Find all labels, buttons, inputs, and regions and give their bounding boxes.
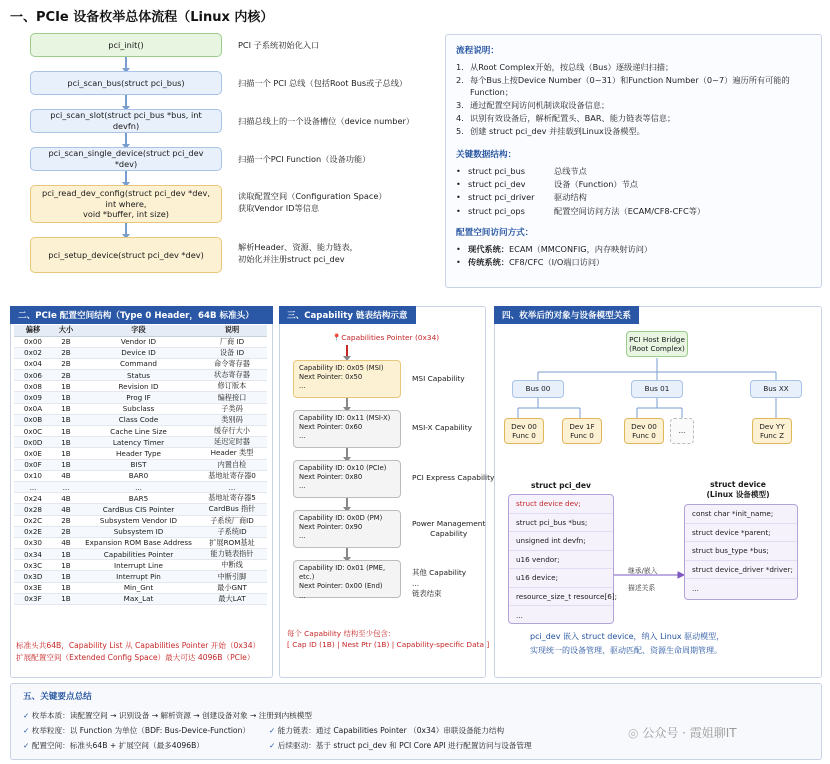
flow-step-4 [30, 147, 222, 171]
summary-item: ✓ 枚举粒度：以 Function 为单位（BDF: Bus-Device-Function） [23, 726, 250, 735]
table-cell: ... [80, 481, 197, 492]
config-note: 扩展配置空间（Extended Config Space）最大可达 4096B（PCIe） [16, 653, 255, 662]
flow-notes-title: 流程说明： [456, 46, 499, 56]
table-cell: 0x2E [14, 526, 52, 537]
struct-field: struct pci_bus *bus; [509, 514, 613, 533]
table-row [14, 437, 267, 448]
table-cell: 1B [52, 582, 80, 593]
table-cell: ... [52, 481, 80, 492]
table-cell: 1B [52, 560, 80, 571]
flow-arrow [125, 95, 127, 107]
table-cell: 0x10 [14, 470, 52, 481]
table-cell: Subsystem Vendor ID [80, 515, 197, 526]
table-cell: CardBus 指针 [197, 504, 267, 515]
check-icon: ✓ [23, 726, 30, 735]
table-cell: 子系统厂商ID [197, 515, 267, 526]
table-cell: 1B [52, 381, 80, 392]
column-header: 字段 [80, 325, 197, 336]
flow-func: pci_scan_slot(struct pci_bus *bus, int devfn) [50, 110, 202, 131]
pointer-arrow [346, 345, 348, 357]
list-item: • struct pci_driver 驱动结构 [456, 192, 587, 203]
flow-desc: PCI 子系统初始化入口 [238, 40, 320, 50]
table-cell: ... [14, 481, 52, 492]
table-cell: 0x28 [14, 504, 52, 515]
list-item: • 现代系统： ECAM（MMCONFIG，内存映射访问） [456, 243, 653, 254]
struct-field: u16 vendor; [509, 551, 613, 570]
capability-label: Power Management Capability [412, 519, 486, 538]
device-struct [684, 504, 798, 600]
chain-arrow [346, 448, 348, 458]
struct-field: ... [516, 610, 523, 620]
table-cell: 0x30 [14, 537, 52, 548]
table-row [14, 426, 267, 437]
table-cell: 缓存行大小 [197, 426, 267, 437]
list-item: • 传统系统： CF8/CFC（I/O端口访问） [456, 256, 605, 267]
cap-next: Next Pointer: 0x90 [299, 523, 363, 532]
table-cell: 命令寄存器 [197, 358, 267, 369]
table-cell: 1B [52, 448, 80, 459]
table-cell: 1B [52, 459, 80, 470]
table-cell: 1B [52, 414, 80, 425]
capability-node [293, 560, 401, 598]
table-cell: Expansion ROM Base Address [80, 537, 197, 548]
table-row [14, 526, 267, 537]
chain-arrow [346, 498, 348, 508]
capability-node [293, 360, 401, 398]
flow-arrow [125, 57, 127, 69]
config-table-body [14, 336, 267, 605]
cap-id: Capability ID: 0x0D (PM) [299, 514, 383, 522]
table-cell: 设备 ID [197, 347, 267, 358]
flow-func: pci_read_dev_config(struct pci_dev *dev, int where, void *buffer, int size) [42, 188, 210, 220]
config-table [14, 325, 267, 605]
table-row [14, 370, 267, 381]
table-cell: 子系统ID [197, 526, 267, 537]
cap-more: ... [299, 591, 306, 600]
table-row [14, 448, 267, 459]
table-row [14, 582, 267, 593]
table-cell: 0x2C [14, 515, 52, 526]
table-cell: 基地址寄存器0 [197, 470, 267, 481]
table-row [14, 470, 267, 481]
table-header-row [14, 325, 267, 336]
flow-func: pci_scan_single_device(struct pci_dev *dev) [48, 148, 204, 169]
struct-field: struct device dev; [509, 495, 613, 514]
struct-field: const char *init_name; [685, 505, 797, 524]
flow-func: pci_init() [108, 39, 144, 50]
table-cell: Vendor ID [80, 336, 197, 347]
table-row [14, 414, 267, 425]
struct-notes-title: 关键数据结构： [456, 150, 517, 161]
table-row [14, 481, 267, 492]
flow-step-6 [30, 237, 222, 273]
capability-footer-format: [ Cap ID (1B) | Nest Ptr (1B) | Capability-specific Data ] [287, 640, 490, 649]
table-cell: 厂商 ID [197, 336, 267, 347]
page-title: 一、PCIe 设备枚举总体流程（Linux 内核） [10, 10, 274, 25]
table-cell: 0x24 [14, 493, 52, 504]
table-row [14, 504, 267, 515]
table-cell: 基地址寄存器5 [197, 493, 267, 504]
flow-step-1 [30, 33, 222, 57]
table-row [14, 515, 267, 526]
capability-node [293, 460, 401, 498]
summary-item: ✓ 配置空间：标准头64B + 扩展空间（最多4096B） [23, 741, 204, 750]
bus-node: Bus 00 [512, 380, 564, 398]
struct-field: struct device_driver *driver; [685, 561, 797, 580]
check-icon: ✓ [23, 741, 30, 750]
table-cell: 2B [52, 336, 80, 347]
column-header: 偏移 [14, 325, 52, 336]
capability-title: 三、Capability 链表结构示意 [279, 306, 416, 324]
table-cell: 0x3E [14, 582, 52, 593]
table-cell: BIST [80, 459, 197, 470]
flow-desc: 读取配置空间（Configuration Space） 获取Vendor ID等信息 [238, 191, 387, 213]
cap-id: Capability ID: 0x10 (PCIe) [299, 464, 387, 472]
dev-node: Dev 00 Func 0 [624, 418, 664, 444]
flow-desc: 扫描总线上的一个设备槽位（device number） [238, 116, 415, 126]
capability-node [293, 510, 401, 548]
cap-next: Next Pointer: 0x80 [299, 473, 363, 482]
capability-pointer-label: 📍Capabilities Pointer (0x34) [332, 333, 440, 342]
cap-more: ... [299, 482, 306, 491]
flow-arrow [125, 223, 127, 235]
table-cell: Interrupt Line [80, 560, 197, 571]
table-cell: 0x06 [14, 370, 52, 381]
struct-field: struct bus_type *bus; [685, 542, 797, 561]
model-desc: 实现统一的设备管理、驱动匹配、资源生命周期管理。 [530, 646, 722, 655]
summary-item: ✓ 枚举本质：读配置空间 → 识别设备 → 解析资源 → 创建设备对象 → 注册到内核模型 [23, 711, 312, 720]
table-cell: 能力链表指针 [197, 549, 267, 560]
list-item: 1. 从Root Complex开始，按总线（Bus）逐级递归扫描； [456, 62, 674, 72]
table-cell: BAR0 [80, 470, 197, 481]
table-cell: 扩展ROM基址 [197, 537, 267, 548]
cap-id: Capability ID: 0x11 (MSI-X) [299, 414, 391, 422]
table-cell: 延迟定时器 [197, 437, 267, 448]
table-cell: 0x3D [14, 571, 52, 582]
table-cell: 0x3F [14, 593, 52, 604]
table-cell: 状态寄存器 [197, 370, 267, 381]
table-cell: Header 类型 [197, 448, 267, 459]
cap-id: Capability ID: 0x05 (MSI) [299, 364, 384, 372]
table-cell: 4B [52, 504, 80, 515]
table-cell: 编程接口 [197, 392, 267, 403]
cap-next: Next Pointer: 0x00 (End) [299, 582, 383, 591]
describe-label: 描述关系 [628, 584, 656, 592]
flow-desc: 扫描一个 PCI 总线（包括Root Bus或子总线） [238, 78, 408, 88]
table-cell: Subclass [80, 403, 197, 414]
cap-more: ... [299, 532, 306, 541]
table-cell: 4B [52, 470, 80, 481]
cap-more: ... [299, 432, 306, 441]
flow-func: pci_setup_device(struct pci_dev *dev) [48, 249, 204, 260]
table-row [14, 493, 267, 504]
list-item: 2. 每个Bus上按Device Number（0~31）和Function Number（0~7）遍历所有可能的Function； [456, 74, 790, 98]
embed-label: 继承/嵌入 [628, 567, 658, 575]
table-cell: Interrupt Pin [80, 571, 197, 582]
summary-title: 五、关键要点总结 [23, 692, 92, 702]
capability-footer: 每个 Capability 结构至少包含： [287, 629, 396, 638]
table-row [14, 560, 267, 571]
summary-panel [10, 683, 822, 760]
table-cell: 0x00 [14, 336, 52, 347]
table-cell: 内置自检 [197, 459, 267, 470]
table-cell: Header Type [80, 448, 197, 459]
config-title: 二、PCIe 配置空间结构（Type 0 Header，64B 标准头） [10, 306, 273, 324]
table-cell: 2B [52, 347, 80, 358]
table-cell: Revision ID [80, 381, 197, 392]
pci-dev-struct-title: struct pci_dev [531, 481, 591, 490]
list-item: 5. 创建 struct pci_dev 并挂载到Linux设备模型。 [456, 125, 645, 136]
flow-desc: 解析Header、资源、能力链表， 初始化并注册struct pci_dev [238, 242, 358, 264]
table-cell: 中断线 [197, 560, 267, 571]
table-row [14, 358, 267, 369]
struct-field: unsigned int devfn; [509, 532, 613, 551]
capability-label: MSI Capability [412, 374, 465, 383]
flow-arrow [125, 133, 127, 145]
dev-node: Dev 1F Func 0 [562, 418, 602, 444]
table-cell: 0x0B [14, 414, 52, 425]
pci-dev-struct [508, 494, 618, 624]
list-item: • struct pci_bus 总线节点 [456, 166, 587, 177]
table-row [14, 403, 267, 414]
device-struct-title: struct device (Linux 设备模型) [706, 480, 770, 499]
table-cell: Cache Line Size [80, 426, 197, 437]
flow-arrow [125, 171, 127, 183]
table-cell: 中断引脚 [197, 571, 267, 582]
struct-field: u16 device; [509, 569, 613, 588]
flow-step-2 [30, 71, 222, 95]
table-row [14, 593, 267, 604]
check-icon: ✓ [269, 726, 276, 735]
table-cell: 0x0A [14, 403, 52, 414]
table-cell: 0x0C [14, 426, 52, 437]
table-cell: 修订版本 [197, 381, 267, 392]
table-cell: 1B [52, 403, 80, 414]
notes-panel [445, 34, 822, 288]
table-cell: Class Code [80, 414, 197, 425]
table-row [14, 537, 267, 548]
table-cell: 4B [52, 493, 80, 504]
flow-step-5 [30, 185, 222, 223]
table-cell: 1B [52, 392, 80, 403]
table-cell: Device ID [80, 347, 197, 358]
table-cell: 最大LAT [197, 593, 267, 604]
cap-next: Next Pointer: 0x60 [299, 423, 363, 432]
column-header: 说明 [197, 325, 267, 336]
capability-label: PCI Express Capability [412, 473, 495, 482]
summary-item: ✓ 能力链表：通过 Capabilities Pointer （0x34）串联设备能力结构 [269, 726, 505, 735]
struct-field: struct device *parent; [685, 524, 797, 543]
column-header: 大小 [52, 325, 80, 336]
table-cell: 类别码 [197, 414, 267, 425]
dev-node: ... [670, 418, 694, 444]
table-cell: Min_Gnt [80, 582, 197, 593]
table-cell: CardBus CIS Pointer [80, 504, 197, 515]
table-row [14, 336, 267, 347]
cap-next: Next Pointer: 0x50 [299, 373, 363, 382]
table-cell: 子类码 [197, 403, 267, 414]
table-cell: 4B [52, 537, 80, 548]
access-notes-title: 配置空间访问方式： [456, 227, 534, 238]
table-cell: ... [197, 481, 267, 492]
table-cell: 0x3C [14, 560, 52, 571]
table-row [14, 381, 267, 392]
table-cell: BAR5 [80, 493, 197, 504]
list-item: 4. 识别有效设备后，解析配置头、BAR、能力链表等信息； [456, 112, 676, 123]
bus-node: Bus XX [750, 380, 802, 398]
config-note: 标准头共64B，Capability List 从 Capabilities Pointer 开始（0x34） [16, 641, 261, 650]
table-cell: 1B [52, 571, 80, 582]
table-cell: 0x0F [14, 459, 52, 470]
flow-step-3 [30, 109, 222, 133]
check-icon: ✓ [23, 711, 30, 720]
summary-item: ✓ 后续驱动：基于 struct pci_dev 和 PCI Core API 进行配置访问与设备管理 [269, 741, 532, 750]
table-cell: Status [80, 370, 197, 381]
table-cell: Max_Lat [80, 593, 197, 604]
flow-notes-list [456, 61, 811, 137]
model-desc: pci_dev 嵌入 struct device，纳入 Linux 驱动模型， [530, 632, 725, 641]
capability-label: 其他 Capability ... 链表结束 [412, 568, 467, 599]
cap-id: Capability ID: 0x01 (PME, etc.) [299, 564, 386, 582]
check-icon: ✓ [269, 741, 276, 750]
table-cell: 0x08 [14, 381, 52, 392]
list-item: • struct pci_ops 配置空间访问方法（ECAM/CF8-CFC等） [456, 205, 706, 216]
table-cell: 0x0D [14, 437, 52, 448]
watermark: ◎ 公众号 · 霞姐聊IT [628, 726, 737, 740]
bus-node: Bus 01 [631, 380, 683, 398]
struct-field: resource_size_t resource[6]; [509, 588, 613, 607]
table-cell: 2B [52, 358, 80, 369]
table-cell: 1B [52, 549, 80, 560]
capability-node [293, 410, 401, 448]
wechat-icon: ◎ [628, 726, 639, 740]
table-cell: 2B [52, 526, 80, 537]
table-row [14, 459, 267, 470]
capability-label: MSI-X Capability [412, 423, 472, 432]
list-item: • struct pci_dev 设备（Function）节点 [456, 179, 638, 190]
list-item: 3. 通过配置空间访问机制读取设备信息； [456, 100, 610, 111]
table-cell: Capabilities Pointer [80, 549, 197, 560]
dev-node: Dev YY Func Z [752, 418, 792, 444]
table-cell: 2B [52, 370, 80, 381]
chain-arrow [346, 398, 348, 408]
table-row [14, 549, 267, 560]
table-cell: 1B [52, 426, 80, 437]
table-cell: Prog IF [80, 392, 197, 403]
table-cell: 0x02 [14, 347, 52, 358]
table-row [14, 392, 267, 403]
flow-desc: 扫描一个PCI Function（设备功能） [238, 154, 371, 164]
pin-icon: 📍 [332, 333, 342, 342]
table-cell: Latency Timer [80, 437, 197, 448]
model-title: 四、枚举后的对象与设备模型关系 [494, 306, 639, 324]
table-cell: 0x34 [14, 549, 52, 560]
table-cell: 最小GNT [197, 582, 267, 593]
chain-arrow [346, 548, 348, 558]
table-cell: Command [80, 358, 197, 369]
dev-node: Dev 00 Func 0 [504, 418, 544, 444]
table-row [14, 347, 267, 358]
host-bridge-node: PCI Host Bridge (Root Complex) [626, 331, 688, 357]
table-cell: 0x09 [14, 392, 52, 403]
table-cell: 1B [52, 437, 80, 448]
struct-field: ... [692, 583, 699, 593]
table-cell: 1B [52, 593, 80, 604]
flow-func: pci_scan_bus(struct pci_bus) [67, 77, 185, 88]
cap-more: ... [299, 382, 306, 391]
table-row [14, 571, 267, 582]
table-cell: Subsystem ID [80, 526, 197, 537]
table-cell: 2B [52, 515, 80, 526]
table-cell: 0x0E [14, 448, 52, 459]
table-cell: 0x04 [14, 358, 52, 369]
